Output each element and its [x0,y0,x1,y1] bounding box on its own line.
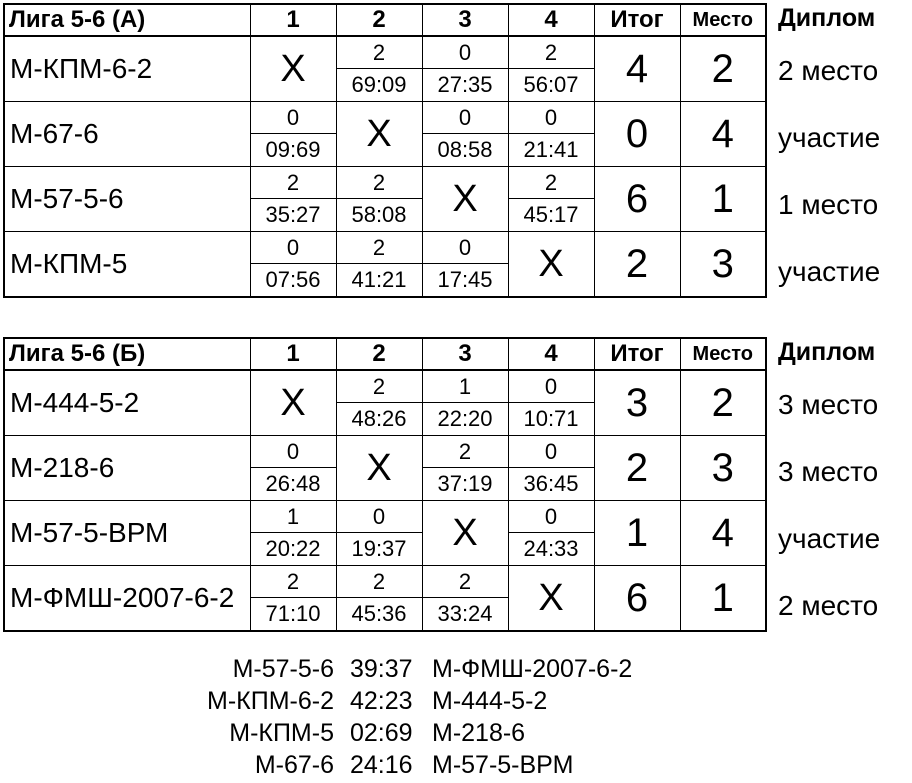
self-match-cross: X [336,102,422,167]
match-score: 07:56 [265,267,321,292]
column-header-4: 4 [508,4,594,36]
match-score: 20:22 [265,536,321,561]
match-points: 0 [423,232,508,264]
diploma-header: Диплом [778,338,876,366]
final-score: 39:37 [350,655,413,683]
match-score: 56:07 [523,72,579,97]
table-row [4,36,766,102]
diploma-value: участие [778,256,881,287]
diploma-value: 3 место [778,389,879,420]
match-points: 2 [509,37,594,69]
table-row [4,102,766,167]
league-table [3,3,767,298]
total-points: 1 [594,501,680,566]
total-header: Итог [594,4,680,36]
final-score: 02:69 [350,719,413,747]
diploma-value: 3 место [778,456,879,487]
team-name: М-КПМ-5 [4,232,250,298]
table-row [4,167,766,232]
match-score: 45:17 [523,202,579,227]
place-value: 1 [680,566,766,632]
final-score: 42:23 [350,687,413,715]
match-points: 2 [337,566,422,598]
match-cell [250,501,336,566]
match-points: 2 [423,566,508,598]
column-header-1: 1 [250,338,336,370]
match-cell [422,436,508,501]
match-points: 2 [423,436,508,468]
match-points: 2 [337,371,422,403]
total-points: 0 [594,102,680,167]
final-team-a: М-57-5-6 [232,655,334,683]
place-value: 4 [680,102,766,167]
match-cell [250,566,336,632]
match-points: 0 [509,436,594,468]
match-cell [422,102,508,167]
team-name: М-444-5-2 [4,370,250,436]
column-header-2: 2 [336,4,422,36]
match-score: 48:26 [351,406,407,431]
match-points: 0 [509,102,594,134]
column-header-1: 1 [250,4,336,36]
match-points: 2 [337,167,422,199]
match-score: 17:45 [437,267,493,292]
match-cell [422,232,508,298]
total-points: 2 [594,436,680,501]
match-score: 27:35 [437,72,493,97]
match-score: 71:10 [265,601,321,626]
match-score: 19:37 [351,536,407,561]
self-match-cross: X [508,232,594,298]
final-team-b: М-218-6 [432,719,526,747]
place-header: Место [680,4,766,36]
match-score: 08:58 [437,137,493,162]
match-cell [336,167,422,232]
final-team-a: М-КПМ-5 [229,719,334,747]
self-match-cross: X [508,566,594,632]
table-header-row [4,338,766,370]
place-value: 3 [680,232,766,298]
match-score: 21:41 [523,137,579,162]
total-header: Итог [594,338,680,370]
place-value: 3 [680,436,766,501]
final-match-row [0,749,912,781]
match-cell [508,501,594,566]
table-row [4,436,766,501]
final-match-row [0,653,912,685]
total-points: 6 [594,167,680,232]
match-score: 10:71 [523,406,579,431]
table-row [4,232,766,298]
match-cell [250,232,336,298]
final-team-b: М-57-5-ВРМ [432,751,574,779]
match-points: 2 [251,566,336,598]
table-row [4,566,766,632]
match-cell [508,102,594,167]
match-cell [250,102,336,167]
diploma-value: участие [778,122,881,153]
column-header-3: 3 [422,4,508,36]
match-points: 0 [423,37,508,69]
final-match-row [0,717,912,749]
league-title: Лига 5-6 (Б) [4,338,250,370]
match-points: 0 [251,232,336,264]
match-points: 0 [509,501,594,533]
final-team-b: М-ФМШ-2007-6-2 [432,655,633,683]
match-cell [336,232,422,298]
match-cell [250,436,336,501]
match-points: 1 [423,371,508,403]
diploma-header: Диплом [778,4,876,32]
table-row [4,501,766,566]
final-match-row [0,685,912,717]
match-score: 35:27 [265,202,321,227]
match-score: 45:36 [351,601,407,626]
table-row [4,370,766,436]
place-value: 2 [680,370,766,436]
team-name: М-ФМШ-2007-6-2 [4,566,250,632]
match-points: 0 [337,501,422,533]
final-score: 24:16 [350,751,413,779]
match-points: 2 [509,167,594,199]
final-team-a: М-КПМ-6-2 [207,687,334,715]
match-cell [508,436,594,501]
match-cell [336,370,422,436]
place-value: 1 [680,167,766,232]
match-points: 2 [337,37,422,69]
team-name: М-218-6 [4,436,250,501]
total-points: 2 [594,232,680,298]
diploma-value: 1 место [778,189,879,220]
match-cell [422,566,508,632]
self-match-cross: X [250,370,336,436]
match-score: 36:45 [523,471,579,496]
match-score: 33:24 [437,601,493,626]
match-points: 1 [251,501,336,533]
diploma-value: 2 место [778,590,879,621]
match-score: 41:21 [351,267,407,292]
team-name: М-57-5-6 [4,167,250,232]
match-score: 22:20 [437,406,493,431]
column-header-2: 2 [336,338,422,370]
match-score: 26:48 [265,471,321,496]
total-points: 3 [594,370,680,436]
match-cell [336,566,422,632]
match-score: 09:69 [265,137,321,162]
league-table [3,337,767,632]
match-points: 0 [251,102,336,134]
match-points: 2 [251,167,336,199]
final-team-a: М-67-6 [254,751,334,779]
place-value: 4 [680,501,766,566]
team-name: М-КПМ-6-2 [4,36,250,102]
self-match-cross: X [422,167,508,232]
league-title: Лига 5-6 (А) [4,4,250,36]
match-points: 0 [251,436,336,468]
match-cell [508,167,594,232]
match-score: 24:33 [523,536,579,561]
match-cell [250,167,336,232]
match-score: 37:19 [437,471,493,496]
match-cell [336,36,422,102]
total-points: 4 [594,36,680,102]
match-cell [508,370,594,436]
team-name: М-67-6 [4,102,250,167]
match-cell [422,370,508,436]
diploma-value: участие [778,523,881,554]
match-cell [336,501,422,566]
self-match-cross: X [422,501,508,566]
diploma-value: 2 место [778,55,879,86]
self-match-cross: X [336,436,422,501]
match-score: 58:08 [351,202,407,227]
place-value: 2 [680,36,766,102]
match-points: 0 [509,371,594,403]
column-header-3: 3 [422,338,508,370]
team-name: М-57-5-ВРМ [4,501,250,566]
total-points: 6 [594,566,680,632]
match-score: 69:09 [351,72,407,97]
match-cell [422,36,508,102]
match-points: 0 [423,102,508,134]
match-points: 2 [337,232,422,264]
self-match-cross: X [250,36,336,102]
match-cell [508,36,594,102]
table-header-row [4,4,766,36]
final-team-b: М-444-5-2 [432,687,548,715]
column-header-4: 4 [508,338,594,370]
place-header: Место [680,338,766,370]
